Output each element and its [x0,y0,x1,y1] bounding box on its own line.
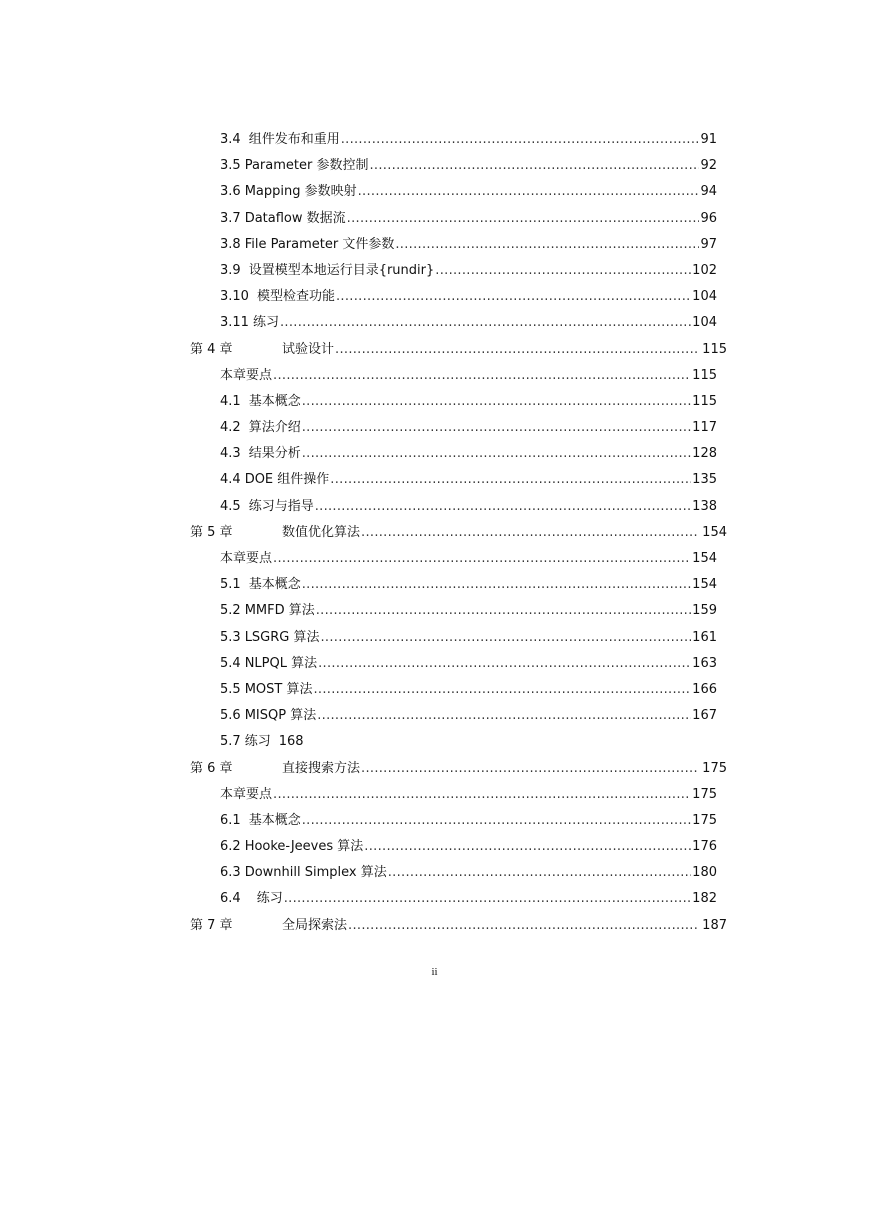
toc-title: 练习 [256,891,283,907]
toc-page: 161 [692,629,717,645]
toc-chapter-entry[interactable] [190,913,727,939]
toc-title: 练习 [252,315,279,331]
toc-title: 结果分析 [248,446,301,462]
toc-title: File Parameter 文件参数 [244,236,395,252]
toc-number: 3.11 [220,315,249,331]
toc-entry[interactable] [220,886,717,912]
toc-page: 159 [692,603,717,619]
toc-entry[interactable] [220,572,717,598]
toc-entry[interactable] [220,232,717,258]
toc-chapter-number: 第 6 章 [190,760,233,776]
dot-leader [341,127,700,153]
toc-entry[interactable] [220,389,717,415]
toc-page: 163 [692,655,717,671]
toc-entry[interactable] [220,153,717,179]
toc-title: 基本概念 [248,393,301,409]
dot-leader [302,441,691,467]
toc-page: 128 [692,446,717,462]
toc-number: 3.8 [220,236,241,252]
toc-entry[interactable] [220,625,717,651]
toc-entry[interactable] [220,467,717,493]
dot-leader [302,572,691,598]
dot-leader [361,756,698,782]
toc-chapter-number: 第 4 章 [190,341,233,357]
toc-entry[interactable] [220,179,717,205]
dot-leader [313,677,691,703]
toc-title: 本章要点 [220,551,273,566]
toc-page: 115 [692,367,717,383]
toc-page: 182 [692,891,717,907]
toc-number: 4.3 [220,446,241,462]
toc-title: 设置模型本地运行目录{rundir} [248,262,435,278]
dot-leader [316,598,691,624]
toc-title: MMFD 算法 [244,603,315,619]
dot-leader [330,467,691,493]
toc-title: 基本概念 [248,577,301,593]
toc-page: 92 [700,158,717,174]
toc-title: 模型检查功能 [256,289,335,305]
dot-leader [321,625,692,651]
dot-leader [435,258,691,284]
toc-entry[interactable] [220,494,717,520]
page-number-footer: ii [431,966,438,978]
dot-leader [317,703,691,729]
toc-chapter-title: 直接搜索方法 [282,760,361,776]
dot-leader [315,494,691,520]
toc-page: 102 [692,262,717,278]
dot-leader [364,834,691,860]
toc-title: Mapping 参数映射 [244,184,357,200]
toc-number: 4.4 [220,472,241,488]
toc-number: 3.6 [220,184,241,200]
dot-leader [395,232,699,258]
dot-leader [280,310,691,336]
toc-page: 176 [692,839,717,855]
toc-entry[interactable] [220,127,717,153]
toc-chapter-number: 第 7 章 [190,917,233,933]
toc-number: 3.9 [220,262,241,278]
dot-leader [336,284,691,310]
toc-title: DOE 组件操作 [244,472,330,488]
toc-number: 6.1 [220,812,241,828]
toc-number: 5.6 [220,708,241,724]
toc-page: 115 [702,341,727,357]
toc-chapter-title: 全局探索法 [282,917,348,933]
toc-entry[interactable] [220,284,717,310]
dot-leader [335,337,698,363]
toc-title: 基本概念 [248,812,301,828]
toc-title: 组件发布和重用 [248,132,340,147]
dot-leader [302,389,691,415]
toc-page: 167 [692,708,717,724]
toc-page: 154 [702,524,727,540]
dot-leader [273,363,691,389]
toc-entry[interactable] [220,258,717,284]
toc-entry[interactable] [220,415,717,441]
toc-page: 115 [692,393,717,409]
toc-number: 4.1 [220,393,241,409]
toc-page: 168 [278,734,304,750]
toc-page: 187 [702,917,727,933]
toc-page: 166 [692,681,717,697]
toc-page: 180 [692,865,717,881]
toc-title: 练习 [244,734,271,750]
dot-leader [273,782,691,808]
toc-number: 5.5 [220,681,241,697]
toc-page: 104 [692,315,717,331]
toc-number: 6.4 [220,891,241,907]
dot-leader [348,913,698,939]
toc-number: 5.1 [220,577,241,593]
toc-page: 154 [692,577,717,593]
toc-title: Dataflow 数据流 [244,210,346,226]
toc-number: 3.5 [220,158,241,174]
toc-entry[interactable] [220,834,717,860]
toc-entry[interactable] [220,782,717,808]
toc-number: 6.2 [220,839,241,855]
toc-number: 5.4 [220,655,241,671]
toc-title: NLPQL 算法 [244,655,318,671]
dot-leader [369,153,699,179]
toc-number: 5.7 [220,734,241,750]
toc-number: 3.4 [220,132,241,147]
toc-title: 本章要点 [220,367,273,383]
toc-number: 5.2 [220,603,241,619]
toc-number: 6.3 [220,865,241,881]
toc-page: 97 [700,236,717,252]
toc-chapter-number: 第 5 章 [190,524,233,540]
toc-title: 算法介绍 [248,420,301,436]
toc-title: Downhill Simplex 算法 [244,865,387,881]
toc-number: 3.10 [220,289,249,305]
dot-leader [284,886,691,912]
dot-leader [302,415,691,441]
toc-title: 本章要点 [220,786,273,802]
toc-number: 4.5 [220,498,241,514]
toc-title: Hooke-Jeeves 算法 [244,839,364,855]
toc-entry[interactable] [220,677,717,703]
dot-leader [388,860,691,886]
toc-number: 3.7 [220,210,241,226]
toc-chapter-title: 试验设计 [282,341,335,357]
toc-entry[interactable] [220,206,717,232]
toc-page: 175 [692,812,717,828]
toc-entry[interactable] [220,310,717,336]
dot-leader [302,808,691,834]
toc-number: 4.2 [220,420,241,436]
toc-entry[interactable] [220,363,717,389]
toc-page: 175 [692,786,717,802]
toc-page: 117 [692,420,717,436]
toc-entry[interactable] [220,651,717,677]
toc-chapter-entry[interactable] [190,756,727,782]
toc-page: 96 [700,210,717,226]
toc-chapter-entry[interactable] [190,337,727,363]
toc-title: MOST 算法 [244,681,313,697]
dot-leader [358,179,700,205]
toc-chapter-entry[interactable] [190,520,727,546]
toc-entry[interactable] [220,729,717,755]
toc-page: 175 [702,760,727,776]
toc-page: 104 [692,289,717,305]
dot-leader [318,651,691,677]
toc-title: 练习与指导 [248,498,314,514]
toc-title: MISQP 算法 [244,708,317,724]
toc-entry[interactable] [220,546,717,572]
toc-page: 138 [692,498,717,514]
toc-page: 91 [700,132,717,147]
dot-leader [347,206,700,232]
toc-number: 5.3 [220,629,241,645]
toc-title: LSGRG 算法 [244,629,320,645]
dot-leader [361,520,698,546]
toc-entry[interactable] [220,598,717,624]
toc-chapter-title: 数值优化算法 [282,524,361,540]
toc-entry[interactable] [220,703,717,729]
toc-entry[interactable] [220,860,717,886]
toc-title: Parameter 参数控制 [244,158,369,174]
dot-leader [273,546,691,572]
toc-page: 94 [700,184,717,200]
toc-entry[interactable] [220,441,717,467]
toc-entry[interactable] [220,808,717,834]
toc-page: 154 [692,551,717,566]
toc-page: 135 [692,472,717,488]
table-of-contents [0,127,869,939]
